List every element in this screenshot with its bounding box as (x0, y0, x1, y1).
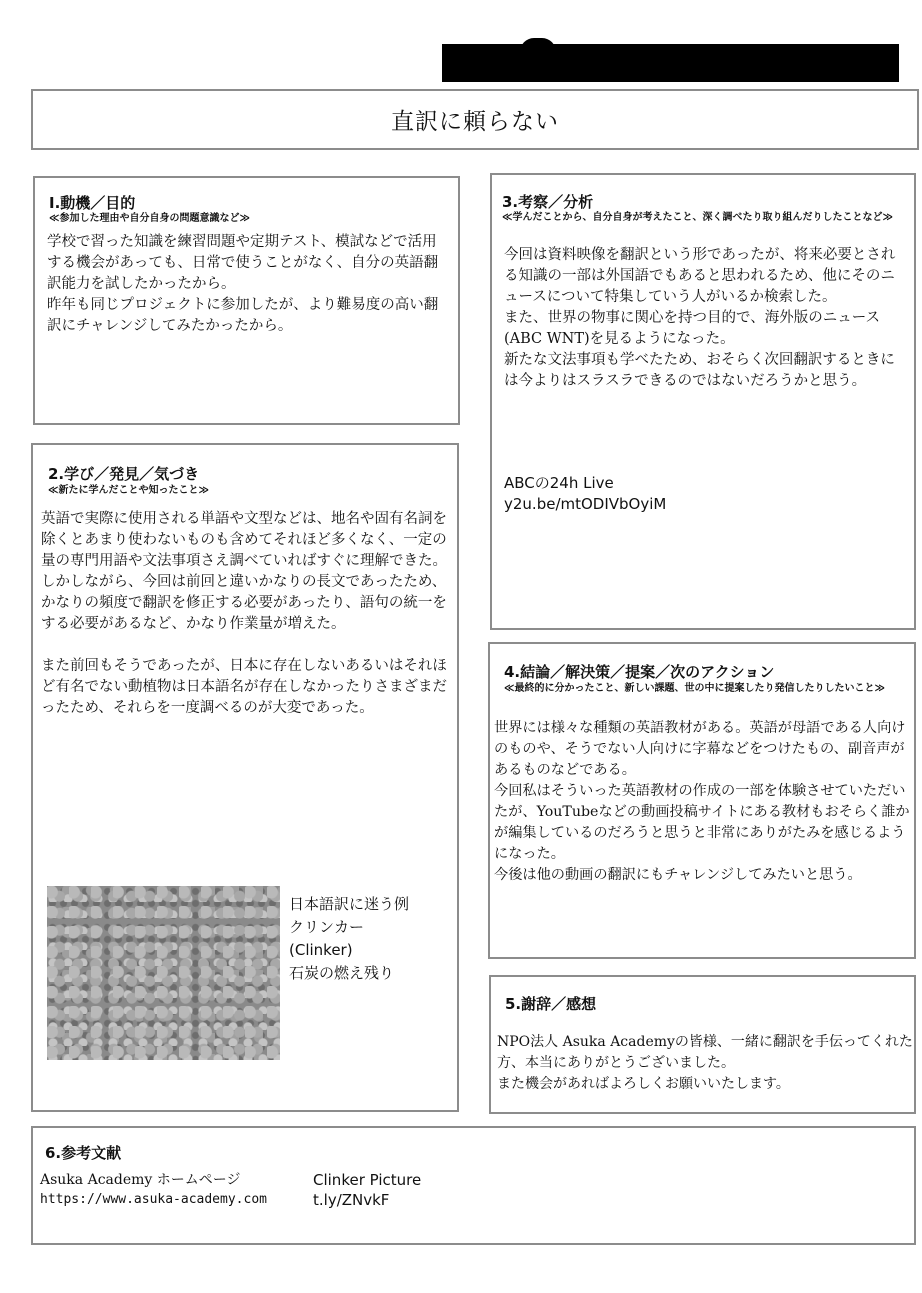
paragraph: 英語で実際に使用される単語や文型などは、地名や固有名詞を除くとあまり使わないものも含めてそれほど多くなく、一定の量の専門用語や文法事項さえ調べていればすぐに理解できた。 (41, 511, 447, 569)
reference-name: Asuka Academy ホームページ (40, 1172, 241, 1188)
paragraph: 新たな文法事項も学べたため、おそらく次回翻訳するときには今よりはスラスラできるのではないだろうかと思う。 (504, 352, 895, 389)
section-subheading: ≪最終的に分かったこと、新しい課題、世の中に提案したり発信したりしたいこと≫ (504, 683, 885, 694)
caption-line: 石炭の燃え残り (289, 964, 395, 982)
caption-line: 日本語訳に迷う例 (289, 895, 410, 913)
paragraph: 学校で習った知識を練習問題や定期テスト、模試などで活用する機会があっても、日常で使うことがなく、自分の英語翻訳能力を試したかったから。 (47, 234, 439, 292)
section-conclusion (488, 642, 916, 959)
section-subheading: ≪学んだことから、自分自身が考えたこと、深く調べたり取り組んだりしたことなど≫ (502, 212, 893, 223)
clinker-photo (47, 886, 280, 1060)
reference-entry (40, 1170, 267, 1210)
section-body (504, 245, 908, 392)
section-body (497, 1032, 915, 1095)
paragraph: NPO法人 Asuka Academyの皆様、一緒に翻訳を手伝ってくれた方、本当にありがとうございました。 (497, 1034, 913, 1071)
reference-url[interactable]: t.ly/ZNvkF (313, 1191, 390, 1209)
section-body (494, 718, 914, 886)
section-body (41, 509, 453, 719)
paragraph (41, 635, 453, 656)
paragraph: 昨年も同じプロジェクトに参加したが、より難易度の高い翻訳にチャレンジしてみたかったから。 (47, 297, 439, 334)
section-thanks (489, 975, 916, 1114)
reference-url[interactable]: https://www.asuka-academy.com (40, 1192, 267, 1207)
section-analysis (490, 173, 916, 630)
title-box (31, 89, 919, 150)
paragraph: 今回は資料映像を翻訳という形であったが、将来必要とされる知識の一部は外国語でもあると思われるため、他にそのニュースについて特集していう人がいるか検索した。 (504, 247, 896, 305)
paragraph: また、世界の物事に関心を持つ目的で、海外版のニュース(ABC WNT)を見るようになった。 (504, 310, 880, 347)
section-subheading: ≪参加した理由や自分自身の問題意識など≫ (49, 213, 250, 224)
page-title: 直訳に頼らない (391, 109, 559, 135)
reference-entry (313, 1170, 421, 1210)
video-reference (504, 473, 666, 515)
section-heading: 3.考察／分析 (502, 193, 594, 211)
section-body (47, 232, 439, 337)
section-heading: 2.学び／発見／気づき (48, 465, 200, 483)
section-subheading: ≪新たに学んだことや知ったこと≫ (48, 485, 209, 496)
section-heading: 6.参考文献 (45, 1144, 122, 1162)
section-heading: 5.謝辞／感想 (505, 995, 597, 1013)
video-label: ABCの24h Live (504, 474, 614, 492)
paragraph: 世界には様々な種類の英語教材がある。英語が母語である人向けのものや、そうでない人向けに字幕などをつけたもの、副音声があるものなどである。 (494, 720, 906, 778)
paragraph: 今後は他の動画の翻訳にもチャレンジしてみたいと思う。 (494, 867, 862, 883)
reference-name: Clinker Picture (313, 1171, 422, 1189)
section-heading: I.動機／目的 (49, 194, 136, 212)
section-references (31, 1126, 916, 1245)
paragraph: 今回私はそういった英語教材の作成の一部を体験させていただいたが、YouTubeなどの動画投稿サイトにある教材もおそらく誰かが編集しているのだろうと思うと非常にありがたみを感じるようになった。 (494, 783, 910, 862)
photo-caption (289, 893, 454, 985)
section-motivation (33, 176, 460, 425)
paragraph: また前回もそうであったが、日本に存在しないあるいはそれほど有名でない動植物は日本語名が存在しなかったりさまざまだったため、それらを一度調べるのが大変であった。 (41, 658, 447, 716)
header-bar (442, 44, 899, 82)
video-link[interactable]: y2u.be/mtODIVbOyiM (504, 495, 667, 513)
paragraph: しかしながら、今回は前回と違いかなりの長文であったため、かなりの頻度で翻訳を修正する必要があったり、語句の統一をする必要があるなど、かなり作業量が増えた。 (41, 574, 447, 632)
caption-line: (Clinker) (289, 941, 353, 959)
caption-line: クリンカー (289, 918, 365, 936)
section-heading: 4.結論／解決策／提案／次のアクション (504, 663, 775, 681)
paragraph: また機会があればよろしくお願いいたします。 (497, 1076, 790, 1092)
